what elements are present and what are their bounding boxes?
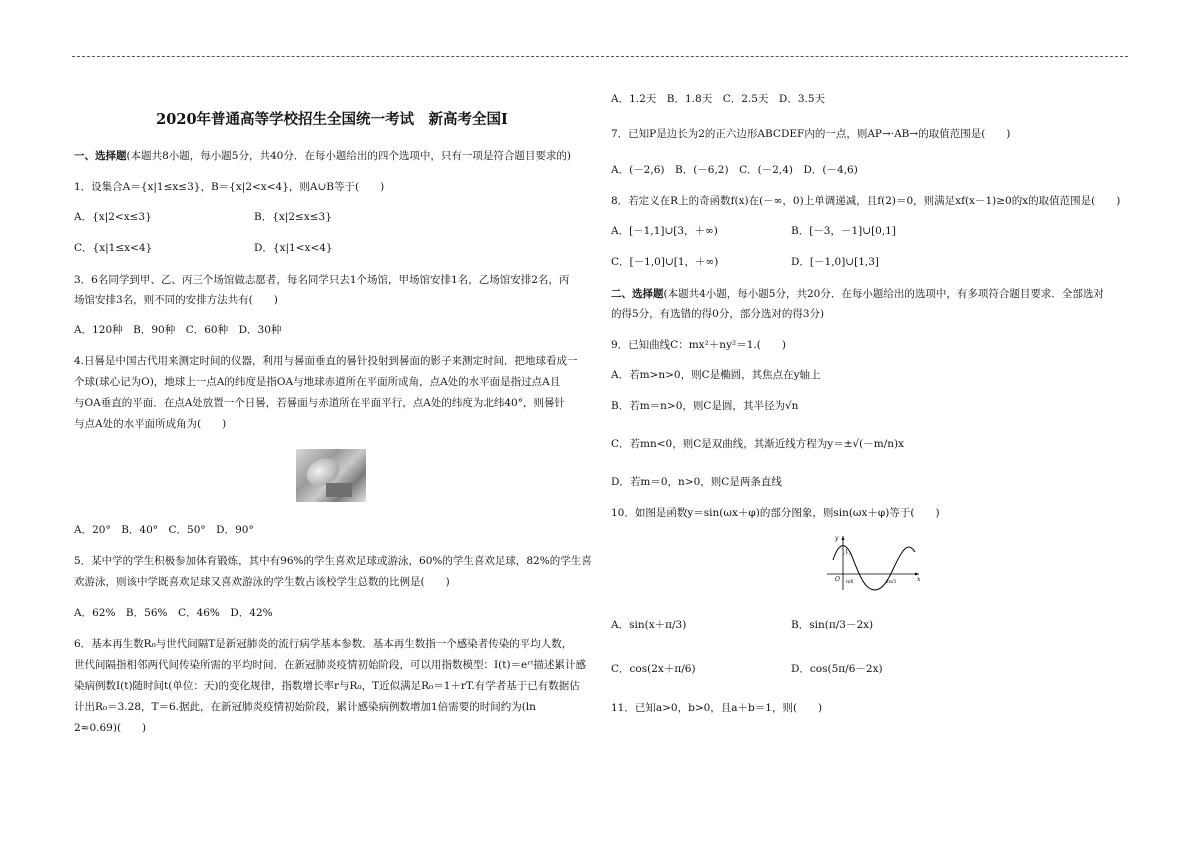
section-2-note-line-1: (本题共4小题，每小题5分，共20分．在每小题给出的选项中，有多项符合题目要求．全部选对 <box>663 288 1104 300</box>
question-1: 1．设集合A＝{x|1≤x≤3}，B＝{x|2<x<4}，则A∪B等于( ) <box>74 181 385 193</box>
question-7: 7．已知P是边长为2的正六边形ABCDEF内的一点，则AP→·AB→的取值范围是( ) <box>611 128 1011 140</box>
section-1-note: (本题共8小题，每小题5分，共40分．在每小题给出的四个选项中，只有一项是符合题目要求的) <box>126 150 571 162</box>
section-2-note-line-2: 的得5分，有选错的得0分，部分选对的得3分) <box>611 308 825 320</box>
question-10: 10．如图是函数y＝sin(ωx＋φ)的部分图象，则sin(ωx＋φ)等于( ) <box>611 507 940 519</box>
q7-options: A．(－2,6) B．(－6,2) C．(－2,4) D．(－4,6) <box>611 164 858 176</box>
question-6-line-5: 2≈0.69)( ) <box>74 722 147 734</box>
q10-option-a: A．sin(x＋π/3) <box>611 619 687 631</box>
sundial-base <box>326 483 352 497</box>
q4-options: A．20° B．40° C．50° D．90° <box>74 524 254 536</box>
graph-x-label: x <box>917 576 921 583</box>
question-11: 11．已知a>0，b>0，且a＋b＝1，则( ) <box>611 702 823 714</box>
q10-option-c: C．cos(2x＋π/6) <box>611 663 696 675</box>
question-6-line-4: 计出R₀＝3.28，T＝6.据此，在新冠肺炎疫情初始阶段，累计感染病例数增加1倍需要的时间约为(ln <box>74 701 536 713</box>
question-4-line-2: 个球(球心记为O)，地球上一点A的纬度是指OA与地球赤道所在平面所成角，点A处的水平面是指过点A且 <box>74 376 561 388</box>
question-4-line-1: 4.日晷是中国古代用来测定时间的仪器，利用与晷面垂直的晷针投射到晷面的影子来测定时间．把地球看成一 <box>74 355 578 367</box>
section-2-heading: 二、选择题 <box>611 288 664 300</box>
sine-graph <box>823 532 923 592</box>
q9-option-c: C．若mn<0，则C是双曲线，其渐近线方程为y＝±√(－m/n)x <box>611 438 905 450</box>
question-5-line-2: 欢游泳，则该中学既喜欢足球又喜欢游泳的学生数占该校学生总数的比例是( ) <box>74 576 450 588</box>
q8-option-c: C．[－1,0]∪[1，＋∞) <box>611 256 719 268</box>
question-8: 8．若定义在R上的奇函数f(x)在(－∞，0)上单调递减，且f(2)＝0，则满足xf(x－1)≥0的x的取值范围是( ) <box>611 195 1121 207</box>
q5-options: A．62% B．56% C．46% D．42% <box>74 607 273 619</box>
top-rule <box>72 56 1128 57</box>
section-1-heading: 一、选择题 <box>74 150 127 162</box>
q1-option-d: D．{x|1<x<4} <box>254 242 333 254</box>
q10-option-d: D．cos(5π/6－2x) <box>791 663 883 675</box>
graph-tick-pi-6: π/6 <box>846 580 854 585</box>
q1-option-b: B．{x|2≤x≤3} <box>254 211 332 223</box>
graph-y-arrow <box>842 536 845 540</box>
graph-y-label: y <box>835 535 839 542</box>
q10-option-b: B．sin(π/3－2x) <box>791 619 874 631</box>
graph-tick-2pi-3: 2π/3 <box>886 580 897 585</box>
question-3-line-1: 3．6名同学到甲、乙、丙三个场馆做志愿者，每名同学只去1个场馆，甲场馆安排1名，乙场馆安排2名，丙 <box>74 274 570 286</box>
question-3-line-2: 场馆安排3名，则不同的安排方法共有( ) <box>74 294 278 306</box>
section-1-header <box>74 146 571 166</box>
q3-options: A．120种 B．90种 C．60种 D．30种 <box>74 324 282 336</box>
exam-title: 2020年普通高等学校招生全国统一考试 新高考全国Ⅰ <box>156 111 508 128</box>
q9-option-d: D．若m＝0，n>0，则C是两条直线 <box>611 476 782 488</box>
question-4-line-3: 与OA垂直的平面．在点A处放置一个日晷，若晷面与赤道所在平面平行，点A处的纬度为北纬40°，则晷针 <box>74 397 565 409</box>
question-6-line-1: 6．基本再生数R₀与世代间隔T是新冠肺炎的流行病学基本参数．基本再生数指一个感染者传染的平均人数， <box>74 638 573 650</box>
q1-option-c: C．{x|1≤x<4} <box>74 242 153 254</box>
sundial-image <box>296 449 366 502</box>
q9-option-b: B．若m＝n>0，则C是圆，其半径为√n <box>611 400 799 412</box>
question-6-line-2: 世代间隔指相邻两代间传染所需的平均时间．在新冠肺炎疫情初始阶段，可以用指数模型：I(t)＝eʳᵗ描述累计感 <box>74 659 587 671</box>
q8-option-b: B．[－3，－1]∪[0,1] <box>791 225 896 237</box>
q9-option-a: A．若m>n>0，则C是椭圆，其焦点在y轴上 <box>611 369 821 381</box>
question-9: 9．已知曲线C：mx²＋ny²＝1.( ) <box>611 339 786 351</box>
question-5-line-1: 5．某中学的学生积极参加体育锻炼，其中有96%的学生喜欢足球或游泳，60%的学生喜欢足球，82%的学生喜 <box>74 555 592 567</box>
graph-origin-label: O <box>835 576 840 583</box>
q8-option-d: D．[－1,0]∪[1,3] <box>791 256 879 268</box>
question-4-line-4: 与点A处的水平面所成角为( ) <box>74 418 227 430</box>
question-6-line-3: 染病例数I(t)随时间t(单位：天)的变化规律，指数增长率r与R₀，T近似满足R₀＝1＋rT.有学者基于已有数据估 <box>74 680 580 692</box>
q1-option-a: A．{x|2<x≤3} <box>74 211 152 223</box>
q6-options: A．1.2天 B．1.8天 C．2.5天 D．3.5天 <box>611 93 826 105</box>
q8-option-a: A．[－1,1]∪[3，＋∞) <box>611 225 718 237</box>
section-2-header <box>611 284 1104 304</box>
graph-one-label: 1 <box>845 549 849 555</box>
